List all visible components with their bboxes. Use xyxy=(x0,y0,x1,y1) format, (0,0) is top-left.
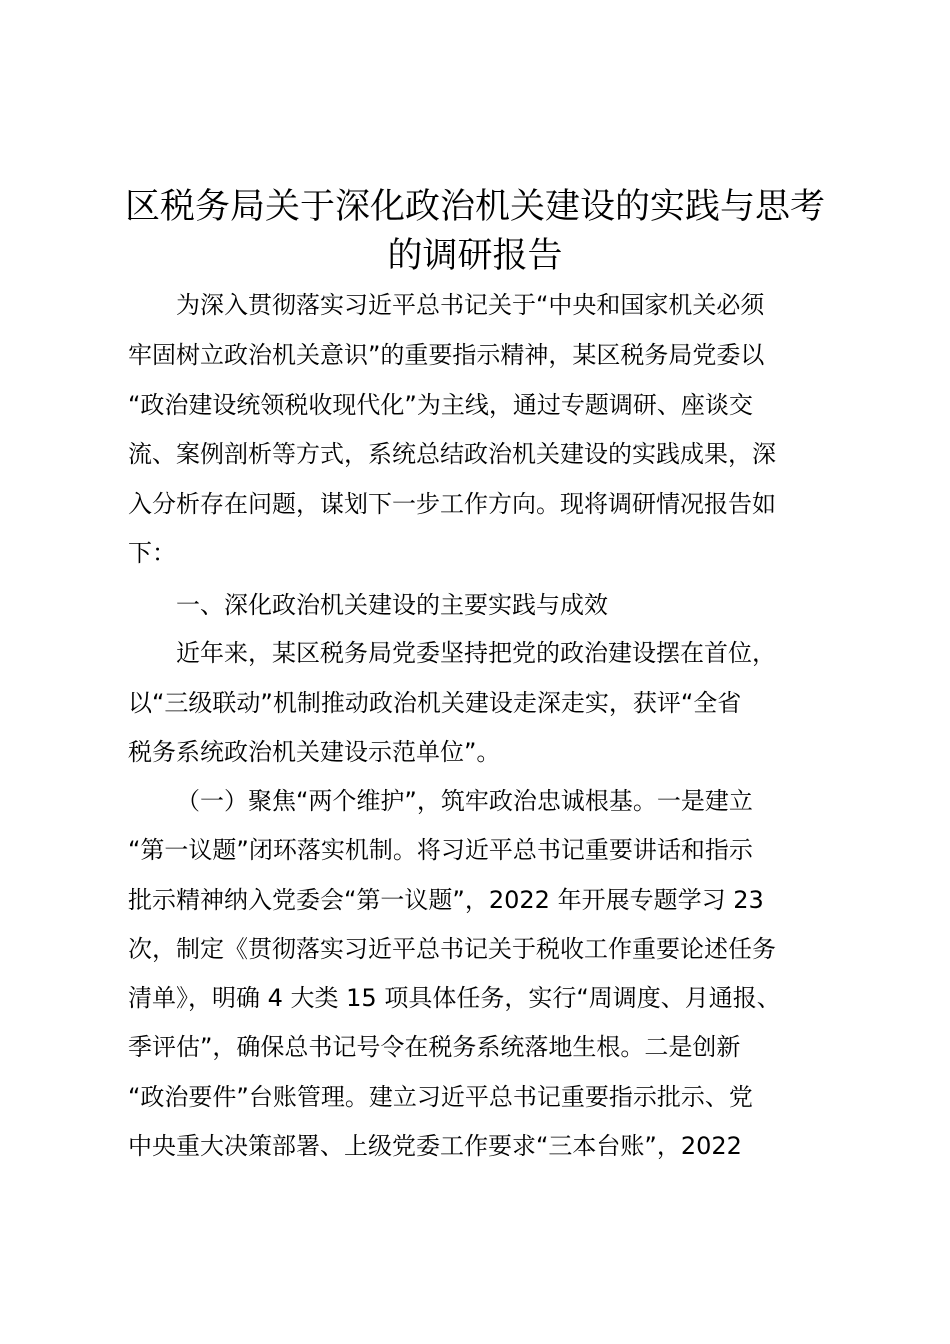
paragraph-line: 为深入贯彻落实习近平总书记关于“中央和国家机关必须 xyxy=(176,291,765,319)
paragraph-line: （一）聚焦“两个维护”，筑牢政治忠诚根基。一是建立 xyxy=(176,787,753,815)
paragraph-line: 清单》，明确 4 大类 15 项具体任务，实行“周调度、月通报、 xyxy=(128,984,781,1012)
paragraph-line: 批示精神纳入党委会“第一议题”，2022 年开展专题学习 23 xyxy=(128,886,764,914)
document-title-line-2: 的调研报告 xyxy=(387,236,563,276)
paragraph-line: “政治建设统领税收现代化”为主线，通过专题调研、座谈交 xyxy=(128,391,753,419)
paragraph-line: 次，制定《贯彻落实习近平总书记关于税收工作重要论述任务 xyxy=(128,935,776,963)
paragraph-line: “政治要件”台账管理。建立习近平总书记重要指示批示、党 xyxy=(128,1083,753,1111)
paragraph-line: 下： xyxy=(128,539,176,567)
paragraph-line: 中央重大决策部署、上级党委工作要求“三本台账”，2022 xyxy=(128,1132,742,1160)
paragraph-line: 入分析存在问题，谋划下一步工作方向。现将调研情况报告如 xyxy=(128,490,776,518)
paragraph-line: 季评估”，确保总书记号令在税务系统落地生根。二是创新 xyxy=(128,1033,741,1061)
paragraph-line: 以“三级联动”机制推动政治机关建设走深走实，获评“全省 xyxy=(128,689,742,717)
document-title-line-1: 区税务局关于深化政治机关建设的实践与思考 xyxy=(124,187,825,227)
paragraph-line: 税务系统政治机关建设示范单位”。 xyxy=(128,738,501,766)
paragraph-line: “第一议题”闭环落实机制。将习近平总书记重要讲话和指示 xyxy=(128,836,753,864)
section-heading: 一、深化政治机关建设的主要实践与成效 xyxy=(176,591,608,619)
paragraph-line: 流、案例剖析等方式，系统总结政治机关建设的实践成果，深 xyxy=(128,440,776,468)
paragraph-line: 近年来，某区税务局党委坚持把党的政治建设摆在首位， xyxy=(176,639,776,667)
paragraph-line: 牢固树立政治机关意识”的重要指示精神，某区税务局党委以 xyxy=(128,341,765,369)
